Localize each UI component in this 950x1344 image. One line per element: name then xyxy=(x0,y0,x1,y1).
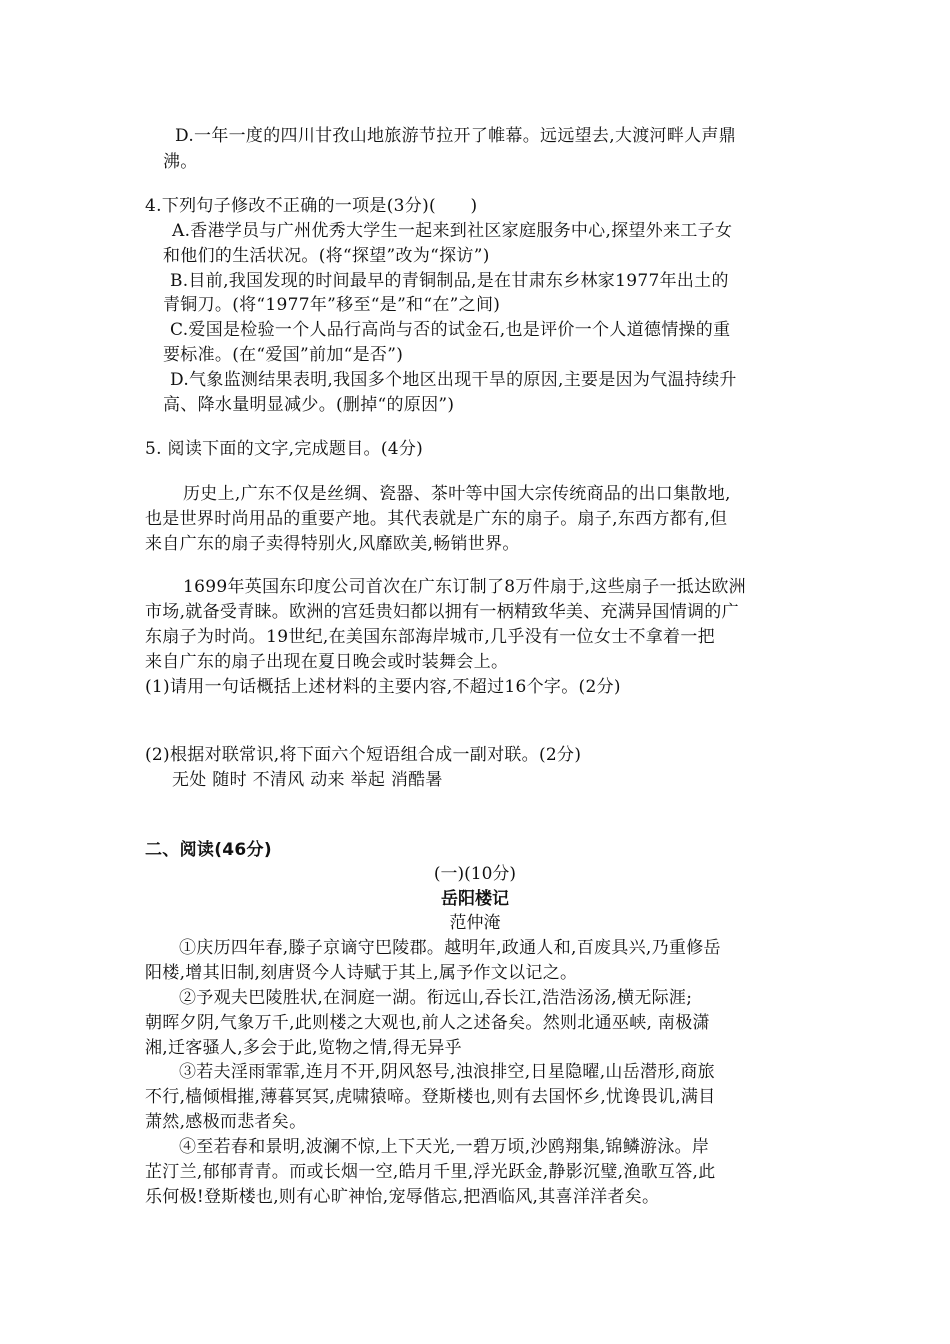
q5-subquestion-2: (2)根据对联常识,将下面六个短语组合成一副对联。(2分) xyxy=(145,745,582,765)
q5-passage1-line1: 历史上,广东不仅是丝绸、瓷器、茶叶等中国大宗传统商品的出口集散地, xyxy=(183,484,731,504)
passage-para2-line2: 朝晖夕阴,气象万千,此则楼之大观也,前人之述备矣。然则北通巫峡, 南极潇 xyxy=(145,1013,710,1033)
q4-option-c-line2: 要标准。(在“爱国”前加“是否”) xyxy=(163,345,404,365)
q5-stem: 5. 阅读下面的文字,完成题目。(4分) xyxy=(145,439,424,459)
q5-passage1-line3: 来自广东的扇子卖得特别火,风靡欧美,畅销世界。 xyxy=(145,534,520,554)
q4-option-d-line2: 高、降水量明显减少。(删掉“的原因”) xyxy=(163,395,455,415)
q5-passage2-line4: 来自广东的扇子出现在夏日晚会或时装舞会上。 xyxy=(145,652,509,672)
q5-passage2-line2: 市场,就备受青睐。欧洲的宫廷贵妇都以拥有一柄精致华美、充满异国情调的广 xyxy=(145,602,739,622)
q5-passage2-line3: 东扇子为时尚。19世纪,在美国东部海岸城市,几乎没有一位女士不拿着一把 xyxy=(145,627,715,647)
passage-para2-line3: 湘,迁客骚人,多会于此,览物之情,得无异乎 xyxy=(145,1038,462,1058)
passage-para3-line3: 萧然,感极而悲者矣。 xyxy=(145,1112,307,1132)
passage-title: 岳阳楼记 xyxy=(441,889,509,909)
q4-stem: 4.下列句子修改不正确的一项是(3分)( ) xyxy=(145,196,478,216)
passage-para3-line2: 不行,樯倾楫摧,薄暮冥冥,虎啸猿啼。登斯楼也,则有去国怀乡,忧谗畏讥,满目 xyxy=(145,1087,716,1107)
passage-para4-line2: 芷汀兰,郁郁青青。而或长烟一空,皓月千里,浮光跃金,静影沉璧,渔歌互答,此 xyxy=(145,1162,716,1182)
passage-para1-line2: 阳楼,增其旧制,刻唐贤今人诗赋于其上,属予作文以记之。 xyxy=(145,963,578,983)
part-label: (一)(10分) xyxy=(433,864,517,884)
q4-option-b-line2: 青铜刀。(将“1977年”移至“是”和“在”之间) xyxy=(163,295,501,315)
q4-option-c-line1: C.爱国是检验一个人品行高尚与否的试金石,也是评价一个人道德情操的重 xyxy=(170,320,731,340)
section-heading: 二、阅读(46分) xyxy=(145,840,272,860)
q4-option-a-line2: 和他们的生活状况。(将“探望”改为“探访”) xyxy=(163,246,490,266)
passage-para4-line3: 乐何极!登斯楼也,则有心旷神怡,宠辱偕忘,把酒临风,其喜洋洋者矣。 xyxy=(145,1187,660,1207)
passage-para1-line1: ①庆历四年春,滕子京谪守巴陵郡。越明年,政通人和,百废具兴,乃重修岳 xyxy=(179,938,721,958)
q3-option-d-line1: D.一年一度的四川甘孜山地旅游节拉开了帷幕。远远望去,大渡河畔人声鼎 xyxy=(175,126,737,146)
q4-option-a-line1: A.香港学员与广州优秀大学生一起来到社区家庭服务中心,探望外来工子女 xyxy=(172,221,733,241)
q4-option-b-line1: B.目前,我国发现的时间最早的青铜制品,是在甘肃东乡林家1977年出土的 xyxy=(170,271,729,291)
passage-para2-line1: ②予观夫巴陵胜状,在洞庭一湖。衔远山,吞长江,浩浩汤汤,横无际涯; xyxy=(179,988,693,1008)
passage-author: 范仲淹 xyxy=(449,913,501,933)
q3-option-d-line2: 沸。 xyxy=(163,152,198,172)
passage-para4-line1: ④至若春和景明,波澜不惊,上下天光,一碧万顷,沙鸥翔集,锦鳞游泳。岸 xyxy=(179,1137,710,1157)
q5-passage1-line2: 也是世界时尚用品的重要产地。其代表就是广东的扇子。扇子,东西方都有,但 xyxy=(145,509,728,529)
q5-phrases: 无处 随时 不清风 动来 举起 消酷暑 xyxy=(172,770,443,790)
q4-option-d-line1: D.气象监测结果表明,我国多个地区出现干旱的原因,主要是因为气温持续升 xyxy=(170,370,737,390)
passage-para3-line1: ③若夫淫雨霏霏,连月不开,阴风怒号,浊浪排空,日星隐曜,山岳潜形,商旅 xyxy=(179,1062,715,1082)
q5-passage2-line1: 1699年英国东印度公司首次在广东订制了8万件扇于,这些扇子一抵达欧洲 xyxy=(183,577,746,597)
q5-subquestion-1: (1)请用一句话概括上述材料的主要内容,不超过16个字。(2分) xyxy=(145,677,621,697)
